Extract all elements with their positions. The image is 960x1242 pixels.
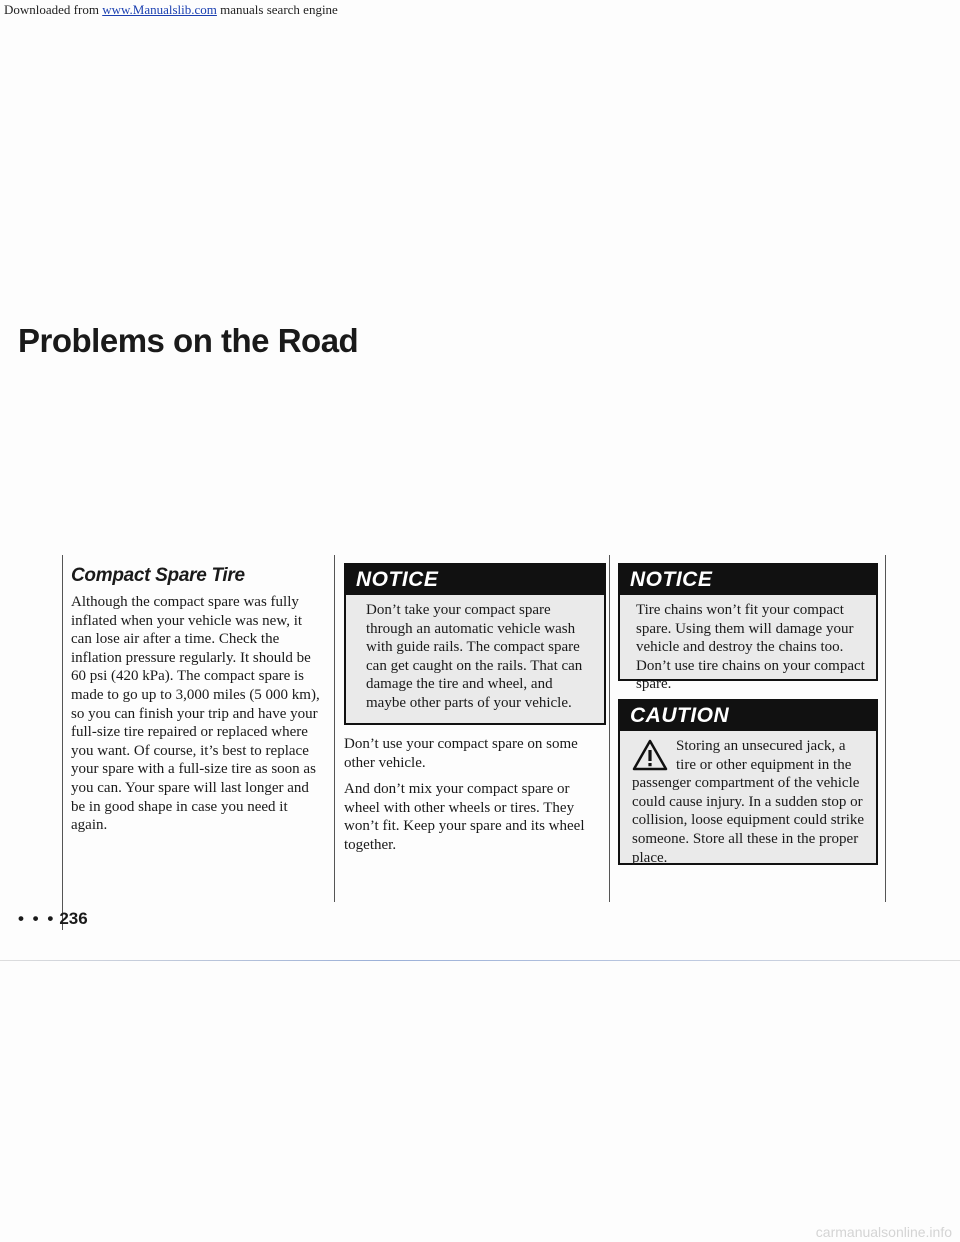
middle-paragraph-2: And don’t mix your compact spare or wheel with other wheels or tires. They won’t fit. Keep your spare and its wheel together. [344,781,585,853]
column-rule-2 [334,555,335,902]
compact-spare-section [71,565,321,843]
caution-label: CAUTION [620,701,876,731]
section-heading: Compact Spare Tire [71,565,245,586]
column-rule-3 [609,555,610,902]
page-title: Problems on the Road [18,322,359,359]
bottom-divider [0,960,960,961]
page-number-dots: • • • [18,909,56,928]
section-paragraph: Although the compact spare was fully inflated when your vehicle was new, it can lose air after a time. Check the inflation pressure regularly. It should be 60 psi (420 kPa). The compact spare is made to go up to 3,000 miles (5 000 km), so you can finish your trip and have your full-size tire repaired or replaced where you want. Of course, it’s best to replace your spare with a full-size tire as soon as you can. Your spare will last longer and be in good shape in case you need it again. [71,594,320,834]
banner-prefix: Downloaded from [4,2,103,17]
notice-label: NOTICE [620,565,876,595]
warning-triangle-icon [632,739,668,771]
notice-label: NOTICE [346,565,604,595]
right-column [618,563,878,865]
download-banner [0,0,960,20]
watermark: carmanualsonline.info [815,1224,952,1240]
caution-box [618,699,878,865]
notice-box-car-wash [344,563,606,725]
manualslib-link[interactable]: www.Manualslib.com [102,2,217,17]
column-rule-left [62,555,63,930]
column-rule-4 [885,555,886,902]
caution-text: Storing an unsecured jack, a tire or other equipment in the passenger compartment of the vehicle could cause injury. In a sudden stop or collision, loose equipment could strike someone. Store all these in the proper place. [632,738,865,866]
notice-box-tire-chains [618,563,878,693]
notice-text: Don’t take your compact spare through an automatic vehicle wash with guide rails. The compact spare can get caught on the rails. That can damage the tire and wheel, and maybe other parts of your vehicle. [366,602,583,711]
caution-body [620,731,876,866]
middle-paragraph-1: Don’t use your compact spare on some other vehicle. [344,736,578,771]
middle-column [344,563,606,863]
banner-suffix: manuals search engine [216,2,338,17]
page-number-value: 236 [59,909,88,928]
notice-text: Tire chains won’t fit your compact spare. Using them will damage your vehicle and destroy the chains too. Don’t use tire chains on your compact spare. [636,602,865,693]
page-number [18,909,88,929]
